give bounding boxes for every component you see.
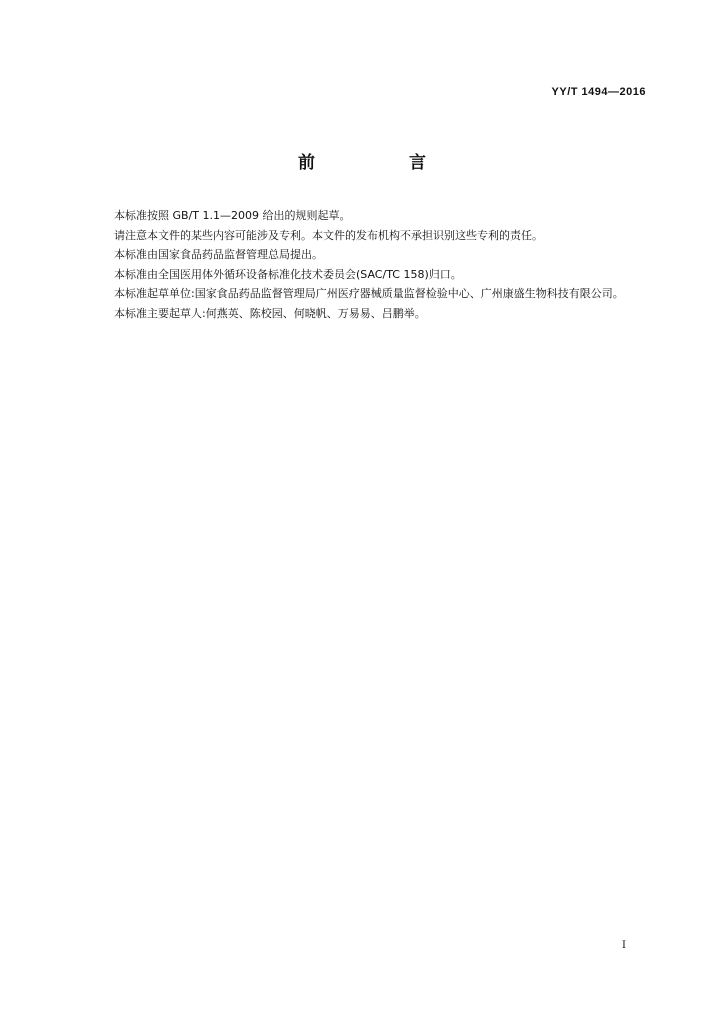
paragraph-drafting-rules: 本标准按照 GB/T 1.1—2009 给出的规则起草。: [114, 209, 351, 222]
paragraph-drafters: 本标准主要起草人:何燕英、陈校园、何晓帆、万易易、吕鹏举。: [114, 306, 426, 320]
paragraph-proposer: 本标准由国家食品药品监督管理总局提出。: [114, 248, 323, 261]
page-number: I: [622, 940, 626, 951]
document-code: YY/T 1494—2016: [551, 86, 646, 98]
paragraph-patent-notice: 请注意本文件的某些内容可能涉及专利。本文件的发布机构不承担识别这些专利的责任。: [114, 228, 543, 242]
foreword-body: [86, 206, 642, 323]
paragraph-drafting-units: 本标准起草单位:国家食品药品监督管理局广州医疗器械质量监督检验中心、广州康盛生物科技有限公司。: [114, 287, 624, 300]
paragraph-technical-committee: 本标准由全国医用体外循环设备标准化技术委员会(SAC/TC 158)归口。: [114, 267, 462, 281]
page-title: 前 言: [298, 153, 470, 173]
